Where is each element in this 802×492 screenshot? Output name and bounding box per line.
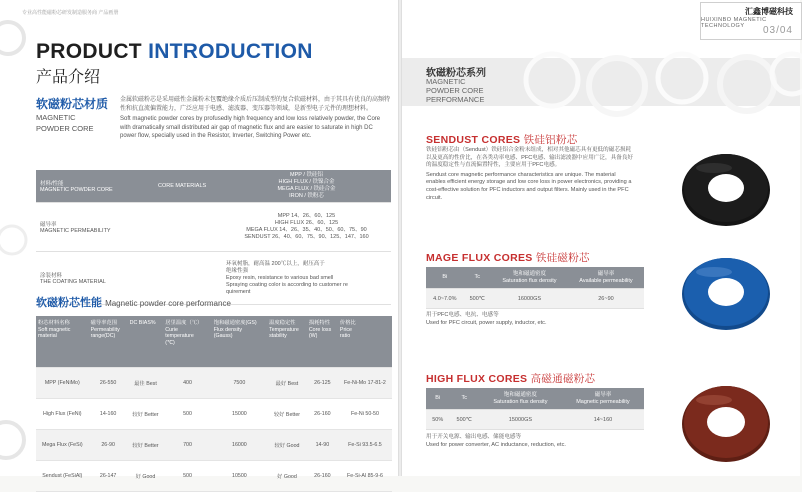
table-cell: High Flux (FeNi): [36, 399, 89, 430]
table-header-cell: [212, 316, 267, 368]
title-word-introduction: INTRODUCTION: [148, 40, 313, 63]
table-row: [36, 461, 392, 492]
sendust-title-en: SENDUST CORES: [426, 134, 521, 146]
materials-table: [36, 170, 391, 305]
highflux-table: [426, 388, 644, 430]
cell-line: MPP 14、26、60、125: [277, 213, 336, 219]
table-row: [36, 203, 391, 252]
table-cell: 26~90: [568, 289, 644, 309]
table-cell: [36, 203, 154, 252]
table-cell: 14-90: [307, 430, 338, 461]
table-cell: Fe-Si 93.5-6.5: [338, 430, 392, 461]
header-line: Tc: [461, 395, 467, 402]
cell-line: Spraying coating color is according to customer re: [226, 281, 348, 288]
table-cell: Fe-Si-Al 85-9-6: [338, 461, 392, 492]
table-cell: [154, 203, 222, 252]
header-line: HIGH FLUX / 铁镍合金: [278, 179, 335, 185]
brand-name-cn: 汇鑫博磁科技: [745, 7, 793, 16]
table-row: [36, 368, 392, 399]
table-cell: 26-147: [89, 461, 128, 492]
title-word-product: PRODUCT: [36, 40, 142, 63]
table-cell: Mega Flux (FeSi): [36, 430, 89, 461]
header-line: Core loss: [308, 326, 332, 333]
table-cell: 好 Good: [128, 461, 164, 492]
intro-paragraph: [120, 96, 390, 141]
megaflux-title: [426, 250, 590, 265]
header-line: MPP / 铁硅铝: [290, 172, 323, 178]
intro-en: Soft magnetic powder cores by profusedly high frequency and low loss relatively powder, the Core with dramatically small distributed air gap of magnetic flux and are easier to saturate in high DC power flow, specially used in the Resistor, Inverter, Switching Power etc.: [120, 116, 381, 140]
sendust-description: [426, 147, 636, 202]
brand-box: [700, 2, 802, 40]
table-cell: 500℃: [464, 289, 491, 309]
table-header-cell: [562, 388, 644, 410]
cell-line: Epoxy resin, resistance to various bad smell: [226, 274, 334, 281]
row-label-en: THE COATING MATERIAL: [40, 279, 106, 285]
megaflux-description: [426, 312, 636, 327]
table-cell: 最佳 Best: [128, 368, 164, 399]
header-line: 温度稳定性: [269, 320, 296, 326]
table-row: [426, 410, 644, 430]
table-header-cell: [163, 316, 211, 368]
table-header-cell: [464, 267, 491, 289]
table-cell: 26-550: [89, 368, 128, 399]
table-header-cell: [267, 316, 307, 368]
table-cell: 较好 Better: [128, 399, 164, 430]
decorative-rings: [0, 0, 30, 476]
table-header-cell: [338, 316, 392, 368]
table-header-cell: [89, 316, 128, 368]
performance-section-title: [36, 294, 231, 310]
header-line: material: [38, 333, 57, 339]
table-cell: 最好 Best: [267, 368, 307, 399]
header-line: Saturation flux density: [502, 277, 557, 284]
intro-cn: 金属软磁粉芯是采用磁性金属粉末包覆绝缘介质后压制成型的复合软磁材料，由于其具有优良的高频特性和抗直流偏置能力，广泛应用于电感、滤波器、变压器等领域，是新型电子元件的理想材料。: [120, 97, 391, 112]
table-row: [426, 289, 644, 309]
series-sub-line: PERFORMANCE: [426, 95, 485, 104]
header-line: DC BIAS%: [129, 320, 156, 326]
header-line: 价格比: [339, 320, 356, 326]
header-line: Price: [339, 326, 352, 333]
row-label-cn: 涂装材料: [40, 273, 63, 279]
cell-line: quirement: [226, 288, 251, 295]
table-cell: 14~160: [562, 410, 644, 430]
series-sub-line: MAGNETIC: [426, 77, 466, 86]
table-cell: 较好 Good: [267, 430, 307, 461]
header-line: Magnetic permeability: [576, 398, 630, 405]
table-cell: 50%: [426, 410, 449, 430]
table-cell: 16000GS: [491, 289, 568, 309]
material-section-title: 软磁粉芯材质: [36, 97, 109, 111]
header-line: 磁导率: [597, 271, 615, 277]
table-header-cell: [36, 316, 89, 368]
table-cell: [222, 252, 391, 305]
highflux-text-cn: 用于开关电源、输出电感、储能电感等: [426, 434, 522, 440]
left-page: [0, 0, 398, 480]
sendust-core-image: [674, 146, 778, 232]
highflux-title-en: HIGH FLUX CORES: [426, 373, 528, 385]
table-cell: 7500: [212, 368, 267, 399]
page-number: 03/04: [762, 25, 793, 36]
table-header-cell: [426, 267, 464, 289]
header-line: 饱和磁通密度: [512, 271, 546, 277]
table-cell: 14-160: [89, 399, 128, 430]
material-section-subtitle: [36, 112, 116, 134]
row-label-cn: 磁导率: [40, 222, 57, 228]
header-line: Bi: [435, 395, 441, 402]
table-cell: 26-90: [89, 430, 128, 461]
table-header-cell: [222, 170, 391, 203]
header-en: MAGNETIC POWDER CORE: [40, 187, 113, 193]
header-line: ratio: [339, 333, 351, 339]
header-line: 饱和磁通密度: [503, 392, 537, 398]
table-cell: 好 Good: [267, 461, 307, 492]
header-line: Permeability: [90, 326, 120, 333]
table-cell: 500: [163, 399, 211, 430]
table-cell: 26-125: [307, 368, 338, 399]
table-cell: 较好 Better: [128, 430, 164, 461]
right-page: [402, 0, 800, 476]
table-cell: 16000: [212, 430, 267, 461]
table-cell: Fe-Ni-Mo 17-81-2: [338, 368, 392, 399]
megaflux-table: [426, 267, 644, 309]
sendust-title-cn: 铁硅铝粉芯: [523, 134, 578, 146]
highflux-text-en: Used for power converter, AC inductance, reduction, etc.: [426, 441, 566, 448]
table-header-row: [36, 316, 392, 368]
table-header-row: [426, 267, 644, 289]
table-header-cell: [491, 267, 568, 289]
header-line: 损耗特性: [308, 320, 331, 326]
table-cell: 26-160: [307, 399, 338, 430]
highflux-title: [426, 371, 595, 386]
performance-table: [36, 316, 392, 492]
header-tagline: 专业高性能磁粉芯研发制造服务商 产品画册: [22, 10, 119, 16]
table-header-row: [426, 388, 644, 410]
header-line: 饱和磁通密度(GS): [213, 320, 257, 326]
table-cell: [222, 203, 391, 252]
perf-title-en: Magnetic powder core performance: [105, 299, 231, 308]
header-line: Saturation flux density: [493, 398, 548, 405]
header-line: (W): [308, 333, 318, 339]
decorative-rings: [522, 50, 802, 116]
table-cell: 500℃: [449, 410, 478, 430]
header-line: MEGA FLUX / 铁硅合金: [277, 186, 336, 192]
table-cell: 400: [163, 368, 211, 399]
table-cell: 10500: [212, 461, 267, 492]
header-line: 磁导率: [594, 392, 612, 398]
header-line: 磁导率范围: [90, 320, 118, 326]
megaflux-text-cn: 用于PFC电感、电抗、电感等: [426, 312, 499, 318]
table-cell: 15000GS: [479, 410, 562, 430]
header-line: Tc: [474, 274, 481, 281]
header-line: Available permeability: [579, 277, 633, 284]
series-sub-line: POWDER CORE: [426, 86, 484, 95]
page-title: [36, 40, 313, 64]
table-header-row: [36, 170, 391, 203]
material-sub-line: POWDER CORE: [36, 124, 94, 133]
perf-title-cn: 软磁粉芯性能: [36, 297, 102, 309]
table-cell: 700: [163, 430, 211, 461]
table-header-cell: [36, 170, 154, 203]
table-header-cell: [568, 267, 644, 289]
header-line: Bi: [442, 274, 448, 281]
header-line: Temperature: [269, 326, 299, 333]
brand-name-en: HUIXINBO MAGNETIC TECHNOLOGY: [701, 17, 767, 29]
megaflux-title-cn: 铁硅磁粉芯: [535, 252, 590, 264]
table-cell: 4.0~7.0%: [426, 289, 464, 309]
header-line: Flux density: [213, 326, 242, 333]
table-header-cell: [449, 388, 478, 410]
megaflux-title-en: MAGE FLUX CORES: [426, 252, 533, 264]
highflux-core-image: [674, 376, 778, 468]
cell-line: 绝缘性强: [226, 267, 249, 274]
header-line: 居里温度（℃）: [165, 320, 203, 326]
table-header-cell: CORE MATERIALS: [154, 170, 222, 203]
table-header-cell: [479, 388, 562, 410]
header-line: temperature: [165, 333, 194, 339]
table-cell: MPP (FeNiMo): [36, 368, 89, 399]
highflux-description: [426, 434, 636, 449]
table-row: [36, 430, 392, 461]
header-line: Curie: [165, 326, 178, 333]
highflux-title-cn: 高磁通磁粉芯: [530, 373, 596, 385]
cell-line: 环氧树脂，耐高温 200℃以上，耐压高于: [226, 260, 325, 267]
table-cell: 较好 Better: [267, 399, 307, 430]
megaflux-core-image: [674, 250, 778, 336]
table-cell: 26-160: [307, 461, 338, 492]
table-header-cell: [307, 316, 338, 368]
row-label-en: MAGNETIC PERMEABILITY: [40, 228, 111, 234]
cell-line: HIGH FLUX 26、60、125: [274, 220, 339, 226]
table-cell: Fe-Ni 50-50: [338, 399, 392, 430]
cell-line: MEGA FLUX 14、26、35、40、50、60、75、90: [246, 227, 367, 233]
header-line: (Gauss): [213, 333, 233, 339]
material-sub-line: MAGNETIC: [36, 113, 76, 122]
sendust-title: [426, 132, 578, 147]
series-subtitle: [426, 77, 484, 104]
table-cell: 500: [163, 461, 211, 492]
table-cell: Sendust (FeSiAl): [36, 461, 89, 492]
table-header-cell: [426, 388, 449, 410]
header-line: Soft magnetic: [38, 326, 71, 333]
page-title-cn: 产品介绍: [36, 69, 101, 86]
sendust-text-en: Sendust core magnetic performance characteristics are unique. The material enables efficient energy storage and low core loss in power electronics, providing a cost-effective solution for PFC inductors and output filters. Mainly used in the PFC circuit.: [426, 171, 632, 201]
header-line: 粉芯材料名称: [38, 320, 70, 326]
header-line: stability: [269, 333, 287, 339]
sendust-text-cn: 铁硅铝粉芯由（Sendust）铁硅铝合金粉末组成，相对其他磁芯具有更低的磁芯损耗以及更高的性价比，在各类功率电感、PFC电感、输出滤波器中应用广泛，具备良好的温度稳定性与直流偏置特性，主要应用于PFC电感。: [426, 147, 633, 169]
table-row: [36, 399, 392, 430]
cell-line: SENDUST 26、40、60、75、90、125、147、160: [244, 234, 369, 240]
megaflux-text-en: Used for PFC circuit, power supply, inductor, etc.: [426, 319, 547, 326]
header-line: (℃): [165, 339, 175, 346]
header-line: IRON / 铁粉芯: [289, 193, 324, 199]
header-line: range(DC): [90, 333, 116, 339]
series-title: 软磁粉芯系列: [426, 68, 486, 79]
table-cell: 15000: [212, 399, 267, 430]
header-cn: 材料/性能: [40, 181, 64, 187]
table-header-cell: [128, 316, 164, 368]
